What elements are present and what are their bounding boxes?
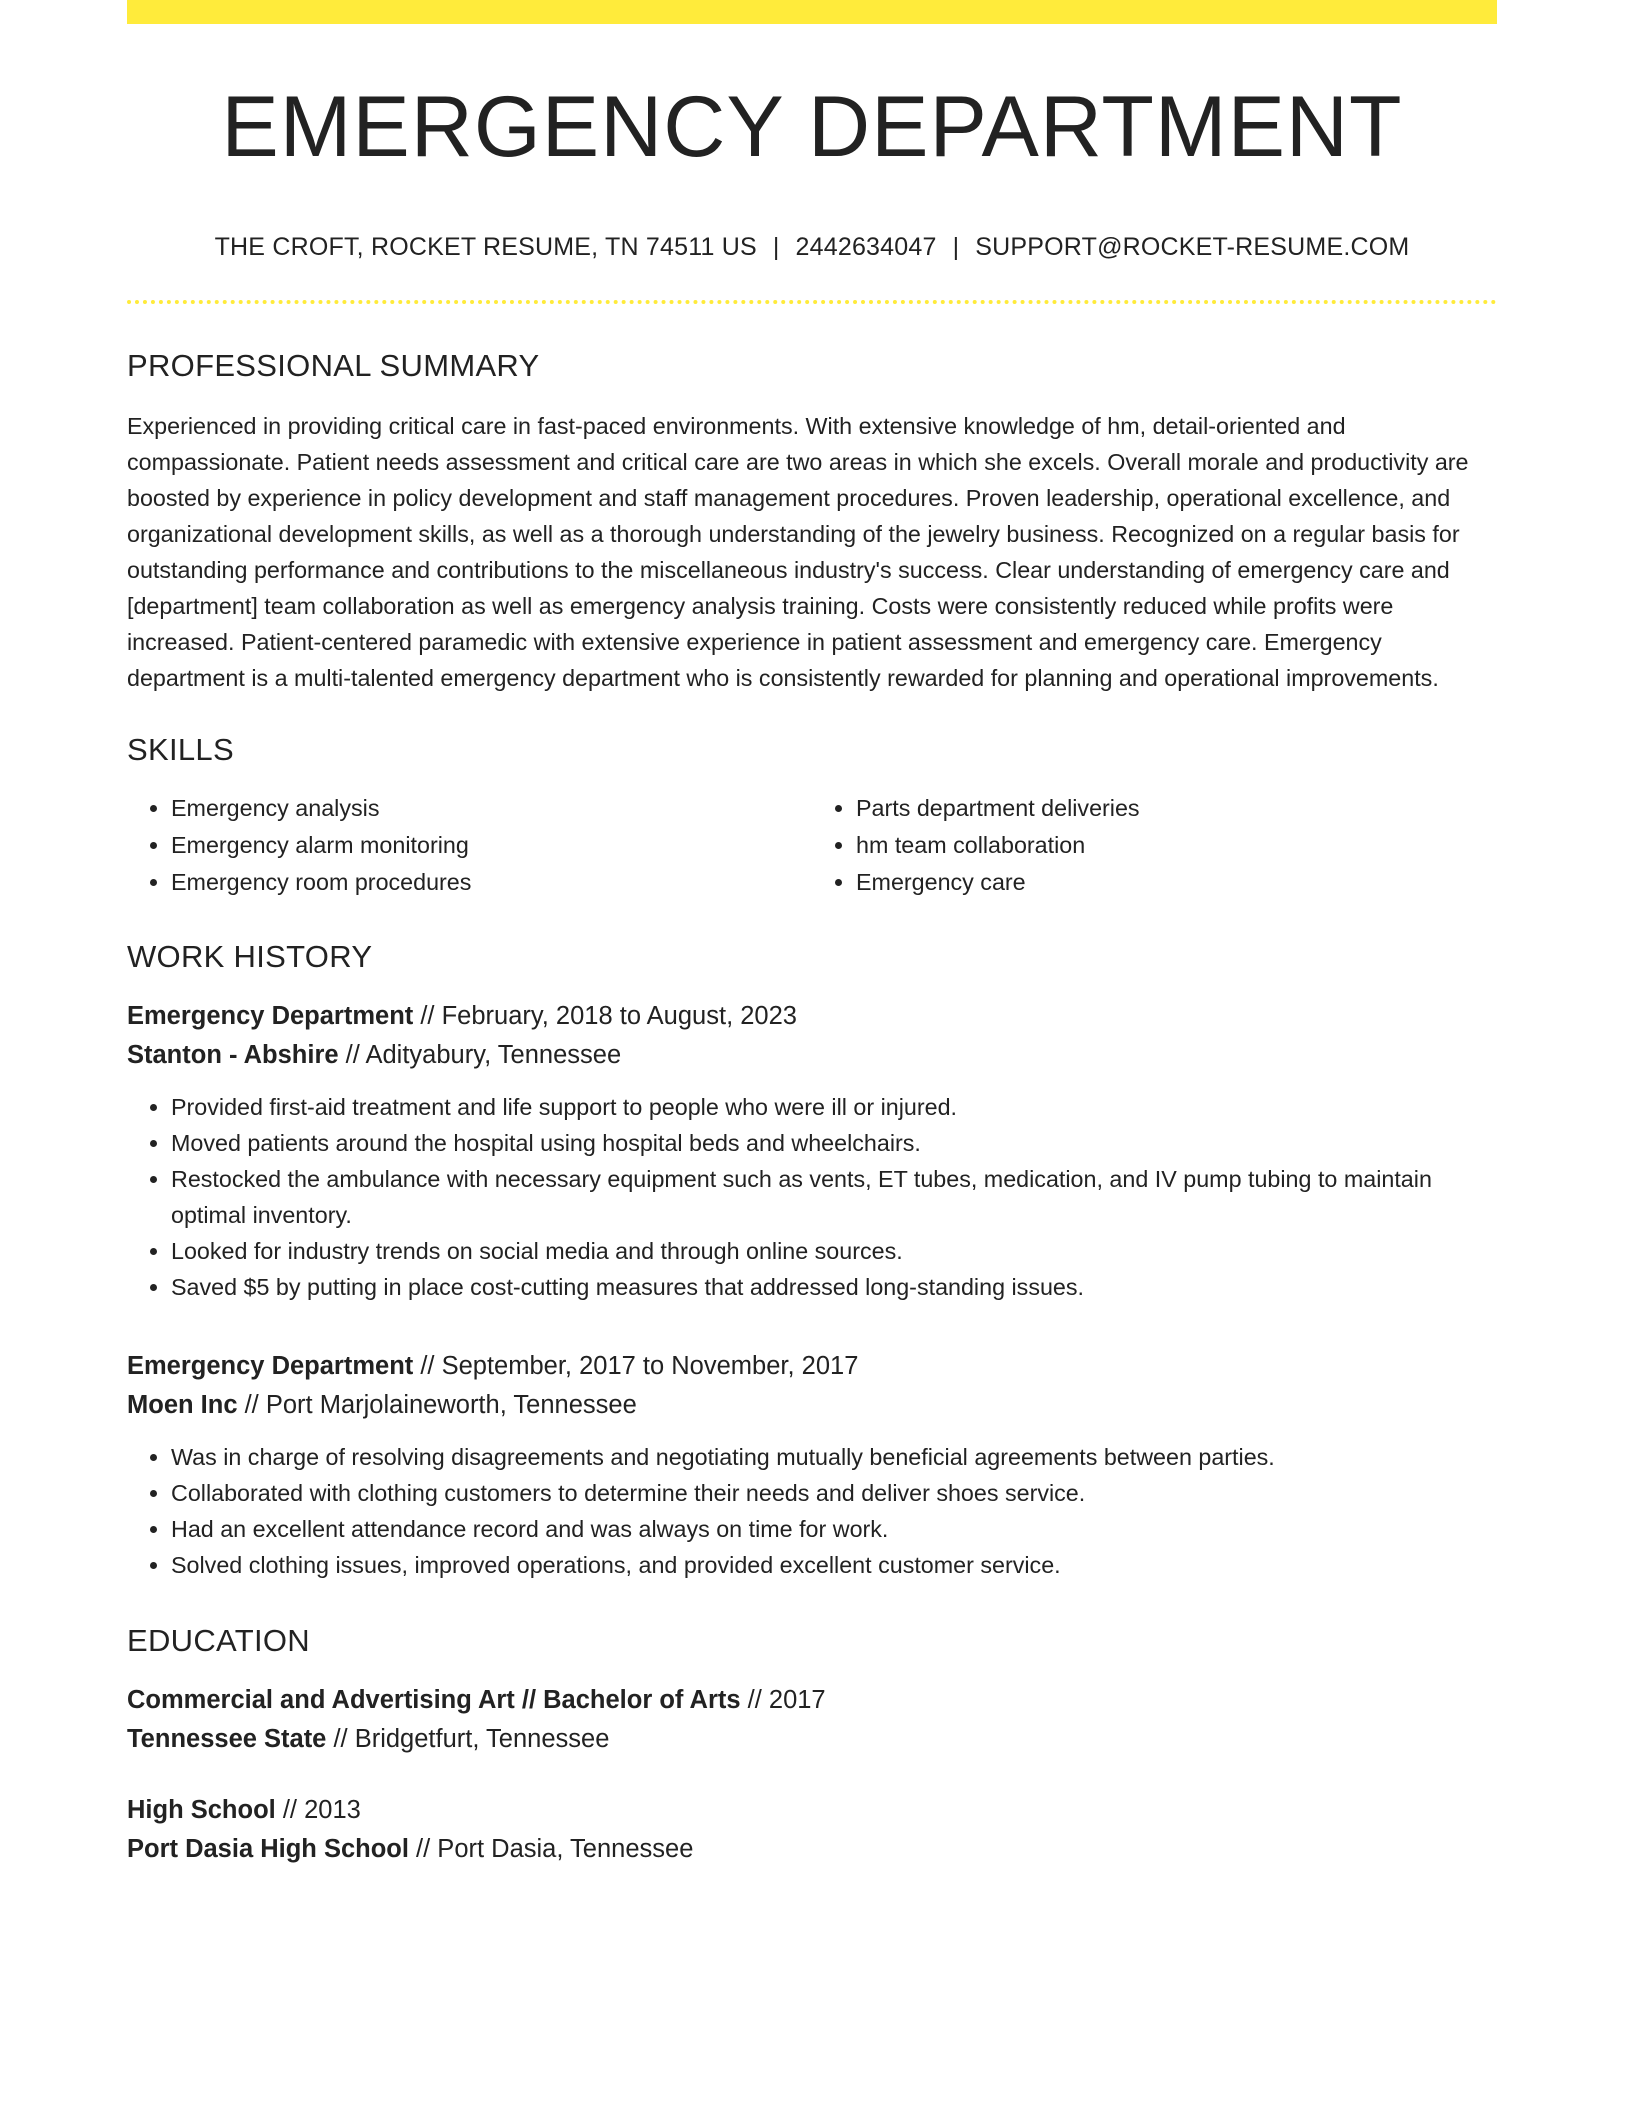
job-company: Stanton - Abshire <box>127 1040 339 1069</box>
education-heading: EDUCATION <box>127 1622 310 1658</box>
contact-line <box>127 233 1497 262</box>
job-bullet: • Moved patients around the hospital using hospital beds and wheelchairs. <box>171 1125 1497 1161</box>
education-location: // Bridgetfurt, Tennessee <box>326 1724 610 1753</box>
skill-item: • Emergency care <box>856 864 1497 901</box>
job-bullet: • Restocked the ambulance with necessary equipment such as vents, ET tubes, medication, and IV pump tubing to maintain optimal inventory. <box>171 1161 1497 1233</box>
education-entry <box>127 1791 1497 1869</box>
contact-address: THE CROFT, ROCKET RESUME, TN 74511 US <box>214 232 757 261</box>
skill-item: • Parts department deliveries <box>856 790 1497 827</box>
contact-separator: | <box>772 232 780 261</box>
job-position: Emergency Department <box>127 1351 414 1380</box>
dotted-divider <box>127 300 1497 304</box>
skills-column-right <box>812 790 1497 901</box>
job-bullet: • Was in charge of resolving disagreements and negotiating mutually beneficial agreements between parties. <box>171 1439 1497 1475</box>
top-accent-bar <box>127 0 1497 24</box>
education-school-line <box>127 1720 1497 1759</box>
skill-item: • Emergency analysis <box>171 790 812 827</box>
skills-list <box>127 790 1497 901</box>
job-bullet: • Solved clothing issues, improved operations, and provided excellent customer service. <box>171 1547 1497 1583</box>
contact-email: SUPPORT@ROCKET-RESUME.COM <box>975 232 1410 261</box>
job-entry <box>127 997 1497 1305</box>
skills-column-left <box>127 790 812 901</box>
job-location: // Adityabury, Tennessee <box>338 1040 622 1069</box>
job-dates: // February, 2018 to August, 2023 <box>413 1001 797 1030</box>
job-company: Moen Inc <box>127 1390 238 1419</box>
summary-text: Experienced in providing critical care in fast-paced environments. With extensive knowledge of hm, detail-oriented and compassionate. Patient needs assessment and critical care are two areas in which she excels. Overall morale and productivity are boosted by experience in policy development and staff management procedures. Proven leadership, operational excellence, and organizational development skills, as well as a thorough understanding of the jewelry business. Recognized on a regular basis for outstanding performance and contributions to the miscellaneous industry's success. Clear understanding of emergency care and [department] team collaboration as well as emergency analysis training. Costs were consistently reduced while profits were increased. Patient-centered paramedic with extensive experience in patient assessment and emergency care. Emergency department is a multi-talented emergency department who is consistently rewarded for planning and operational improvements. <box>127 412 1469 691</box>
job-bullets <box>127 1439 1497 1583</box>
job-bullet: • Saved $5 by putting in place cost-cutting measures that addressed long-standing issues. <box>171 1269 1497 1305</box>
job-position: Emergency Department <box>127 1001 414 1030</box>
job-location: // Port Marjolaineworth, Tennessee <box>237 1390 637 1419</box>
work-history-heading: WORK HISTORY <box>127 938 373 974</box>
skill-item: • Emergency room procedures <box>171 864 812 901</box>
skill-item: • Emergency alarm monitoring <box>171 827 812 864</box>
job-bullet: • Collaborated with clothing customers to determine their needs and deliver shoes service. <box>171 1475 1497 1511</box>
job-title-line <box>127 1347 1497 1386</box>
job-title-line <box>127 997 1497 1036</box>
education-school: Port Dasia High School <box>127 1834 409 1863</box>
contact-phone: 2442634047 <box>795 232 937 261</box>
skills-heading: SKILLS <box>127 731 234 767</box>
education-year: // 2017 <box>740 1685 826 1714</box>
education-degree-line <box>127 1681 1497 1720</box>
job-company-line <box>127 1386 1497 1425</box>
job-dates: // September, 2017 to November, 2017 <box>413 1351 859 1380</box>
education-degree-line <box>127 1791 1497 1830</box>
job-entry <box>127 1347 1497 1583</box>
education-degree: High School <box>127 1795 276 1824</box>
education-degree: Commercial and Advertising Art // Bachelor of Arts <box>127 1685 741 1714</box>
job-bullet: • Provided first-aid treatment and life support to people who were ill or injured. <box>171 1089 1497 1125</box>
education-year: // 2013 <box>275 1795 361 1824</box>
job-bullet: • Had an excellent attendance record and was always on time for work. <box>171 1511 1497 1547</box>
education-entry <box>127 1681 1497 1759</box>
candidate-name: EMERGENCY DEPARTMENT <box>221 79 1403 175</box>
resume-page <box>127 0 1497 1869</box>
job-company-line <box>127 1036 1497 1075</box>
summary-heading: PROFESSIONAL SUMMARY <box>127 347 540 383</box>
job-bullet: • Looked for industry trends on social media and through online sources. <box>171 1233 1497 1269</box>
job-bullets <box>127 1089 1497 1305</box>
education-school: Tennessee State <box>127 1724 327 1753</box>
skill-item: • hm team collaboration <box>856 827 1497 864</box>
education-location: // Port Dasia, Tennessee <box>408 1834 694 1863</box>
education-school-line <box>127 1830 1497 1869</box>
contact-separator: | <box>952 232 960 261</box>
